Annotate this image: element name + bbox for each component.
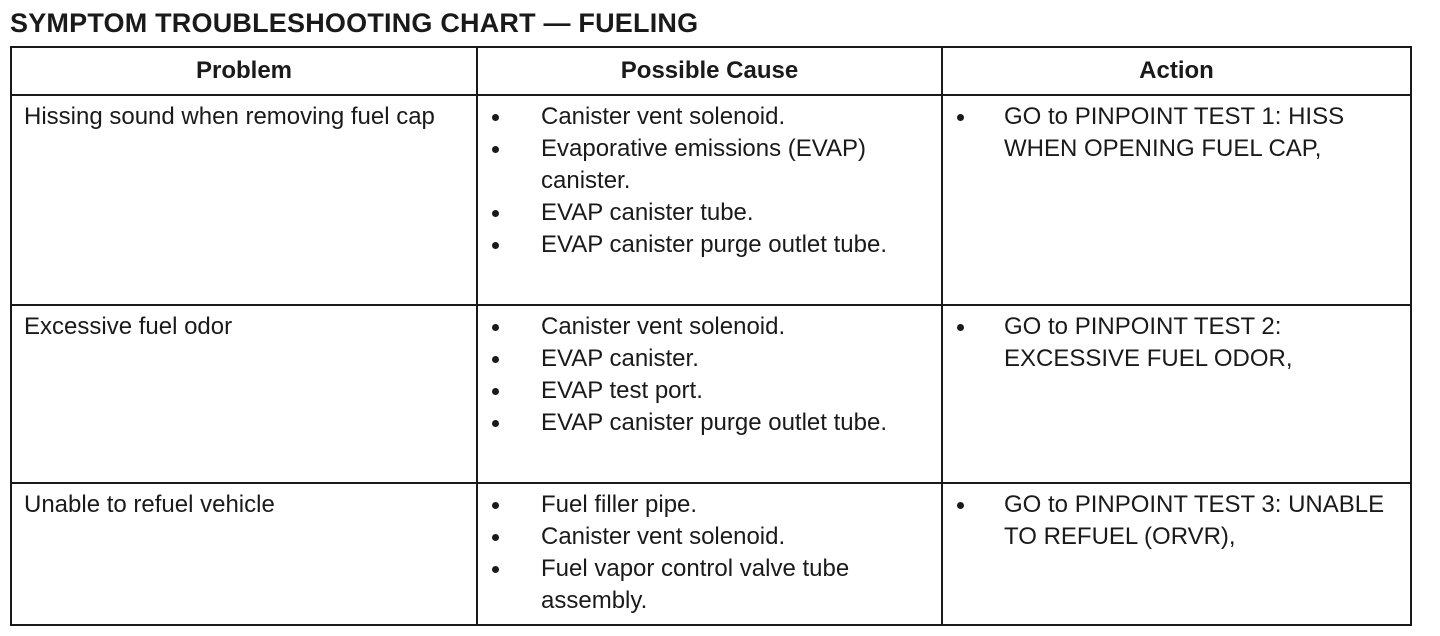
bullet-icon — [492, 388, 499, 395]
bullet-icon — [492, 566, 499, 573]
cause-item — [490, 407, 931, 439]
bullet-icon — [492, 146, 499, 153]
cause-item — [490, 375, 931, 407]
table-row — [11, 483, 1411, 625]
cause-item — [490, 311, 931, 343]
action-text: GO to PINPOINT TEST 1: HISS WHEN OPENING FUEL CAP, — [1004, 103, 1345, 162]
cause-item — [490, 489, 931, 521]
bullet-icon — [492, 324, 499, 331]
problem-cell: Hissing sound when removing fuel cap — [11, 95, 477, 305]
cause-text: Evaporative emissions (EVAP) canister. — [541, 135, 867, 194]
possible-cause-cell — [477, 305, 942, 483]
cause-text: EVAP canister purge outlet tube. — [541, 409, 887, 436]
bullet-icon — [492, 420, 499, 427]
page-title: SYMPTOM TROUBLESHOOTING CHART — FUELING — [10, 8, 699, 38]
bullet-icon — [492, 356, 499, 363]
cause-text: Fuel filler pipe. — [541, 491, 698, 518]
troubleshooting-table — [10, 46, 1412, 626]
action-text: GO to PINPOINT TEST 2: EXCESSIVE FUEL ODOR, — [1004, 313, 1293, 372]
action-cell — [942, 483, 1411, 625]
action-item — [955, 489, 1400, 553]
problem-cell: Unable to refuel vehicle — [11, 483, 477, 625]
cause-text: Canister vent solenoid. — [541, 523, 786, 550]
action-text: GO to PINPOINT TEST 3: UNABLE TO REFUEL (ORVR), — [1004, 491, 1385, 550]
cause-list — [490, 489, 931, 617]
table-row — [11, 305, 1411, 483]
action-item — [955, 101, 1400, 165]
bullet-icon — [492, 114, 499, 121]
cause-item — [490, 553, 931, 617]
cause-item — [490, 197, 931, 229]
cause-list — [490, 101, 931, 261]
possible-cause-cell — [477, 483, 942, 625]
bullet-icon — [957, 324, 964, 331]
bullet-icon — [957, 114, 964, 121]
bullet-icon — [492, 242, 499, 249]
problem-cell: Excessive fuel odor — [11, 305, 477, 483]
cause-text: EVAP canister. — [541, 345, 699, 372]
cause-text: EVAP canister purge outlet tube. — [541, 231, 887, 258]
table-header-row — [11, 47, 1411, 95]
action-item — [955, 311, 1400, 375]
cause-item — [490, 521, 931, 553]
cause-text: Fuel vapor control valve tube assembly. — [541, 555, 850, 614]
action-list — [955, 489, 1400, 553]
cause-text: Canister vent solenoid. — [541, 313, 786, 340]
cause-text: Canister vent solenoid. — [541, 103, 786, 130]
bullet-icon — [492, 502, 499, 509]
cause-text: EVAP canister tube. — [541, 199, 754, 226]
column-header-possible-cause: Possible Cause — [477, 47, 942, 95]
action-list — [955, 101, 1400, 165]
cause-text: EVAP test port. — [541, 377, 703, 404]
bullet-icon — [957, 502, 964, 509]
bullet-icon — [492, 210, 499, 217]
column-header-problem: Problem — [11, 47, 477, 95]
cause-item — [490, 133, 931, 197]
cause-item — [490, 343, 931, 375]
cause-item — [490, 229, 931, 261]
table-row — [11, 95, 1411, 305]
cause-item — [490, 101, 931, 133]
column-header-action: Action — [942, 47, 1411, 95]
action-cell — [942, 305, 1411, 483]
cause-list — [490, 311, 931, 439]
possible-cause-cell — [477, 95, 942, 305]
bullet-icon — [492, 534, 499, 541]
action-list — [955, 311, 1400, 375]
action-cell — [942, 95, 1411, 305]
